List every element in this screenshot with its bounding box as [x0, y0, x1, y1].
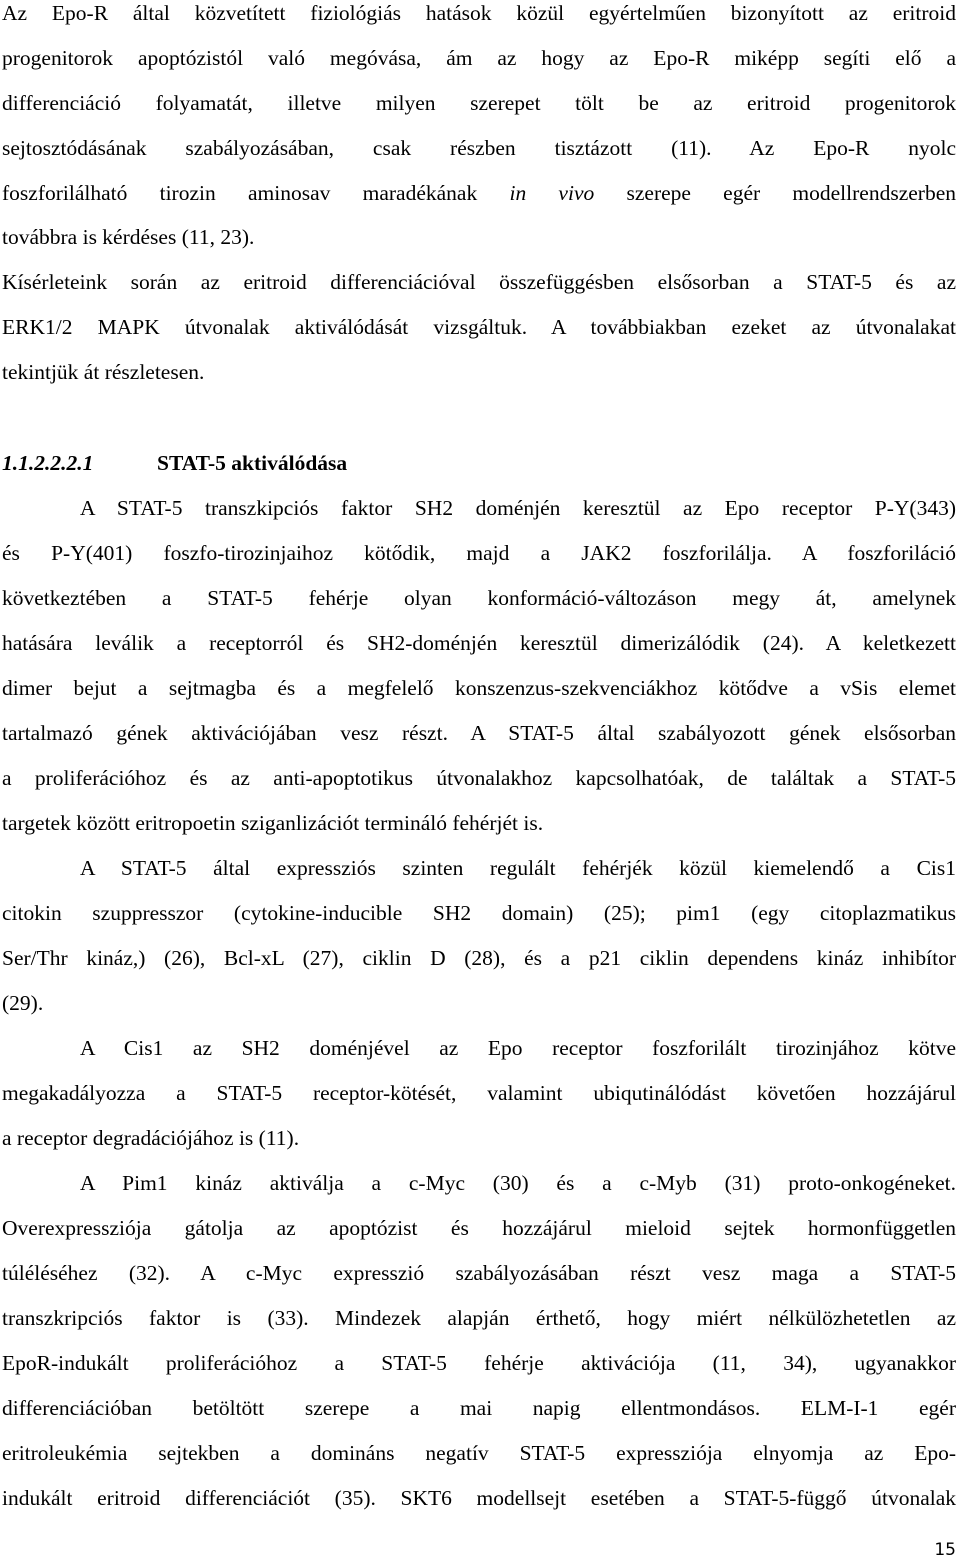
- paragraph-line: a receptor degradációjához is (11).: [2, 1126, 300, 1150]
- paragraph-line: Ser/Thr kináz,) (26), Bcl-xL (27), ciklin D (28), és a p21 ciklin dependens kináz inhibítor: [2, 946, 956, 970]
- paragraph-line: és P-Y(401) foszfo-tirozinjaihoz kötődik, majd a JAK2 foszforilálja. A foszforiláció: [2, 541, 956, 565]
- paragraph-line: túléléséhez (32). A c-Myc expresszió szabályozásában részt vesz maga a STAT-5: [2, 1261, 956, 1285]
- text-span: foszforilálható tirozin aminosav maradékának: [2, 181, 510, 205]
- section-number: 1.1.2.2.2.1: [2, 451, 94, 475]
- paragraph-line: Az Epo-R által közvetített fiziológiás hatások közül egyértelműen bizonyított az eritroid: [2, 1, 956, 25]
- paragraph-line: következtében a STAT-5 fehérje olyan konformáció-változáson megy át, amelynek: [2, 586, 956, 610]
- section-title: STAT-5 aktiválódása: [157, 451, 348, 475]
- paragraph-line: (29).: [2, 991, 44, 1015]
- paragraph-line: tekintjük át részletesen.: [2, 360, 205, 384]
- paragraph-line: differenciáció folyamatát, illetve milyen szerepet tölt be az eritroid progenitorok: [2, 91, 956, 115]
- paragraph-line: A STAT-5 által expressziós szinten regulált fehérjék közül kiemelendő a Cis1: [80, 856, 956, 880]
- paragraph-line: indukált eritroid differenciációt (35). SKT6 modellsejt esetében a STAT-5-függő útvonalak: [2, 1486, 956, 1510]
- italic-term: in vivo: [509, 181, 595, 205]
- paragraph-line: differenciációban betöltött szerepe a mai napig ellentmondásos. ELM-I-1 egér: [2, 1396, 956, 1420]
- page-number: 15: [934, 1540, 956, 1560]
- paragraph-line: A Pim1 kináz aktiválja a c-Myc (30) és a c-Myb (31) proto-onkogéneket.: [80, 1171, 956, 1195]
- paragraph-line: citokin szuppresszor (cytokine-inducible SH2 domain) (25); pim1 (egy citoplazmatikus: [2, 901, 956, 925]
- paragraph-line: sejtosztódásának szabályozásában, csak részben tisztázott (11). Az Epo-R nyolc: [2, 136, 956, 160]
- paragraph-line: A Cis1 az SH2 doménjével az Epo receptor foszforilált tirozinjához kötve: [80, 1036, 956, 1060]
- paragraph-line: Kísérleteink során az eritroid differenciációval összefüggésben elsősorban a STAT-5 és az: [2, 270, 956, 294]
- paragraph-line: hatására leválik a receptorról és SH2-doménjén keresztül dimerizálódik (24). A keletkezett: [2, 631, 956, 655]
- text-span: szerepe egér modellrendszerben: [594, 181, 956, 205]
- paragraph-line: targetek között eritropoetin sziganlizációt termináló fehérjét is.: [2, 811, 544, 835]
- paragraph-line: tartalmazó gének aktivációjában vesz részt. A STAT-5 által szabályozott gének elsősorban: [2, 721, 956, 745]
- paragraph-line: EpoR-indukált proliferációhoz a STAT-5 fehérje aktivációja (11, 34), ugyanakkor: [2, 1351, 956, 1375]
- paragraph-line: transzkripciós faktor is (33). Mindezek alapján érthető, hogy miért nélkülözhetetlen az: [2, 1306, 956, 1330]
- paragraph-line: eritroleukémia sejtekben a domináns negatív STAT-5 expressziója elnyomja az Epo-: [2, 1441, 956, 1465]
- paragraph-line: továbbra is kérdéses (11, 23).: [2, 225, 255, 249]
- paragraph-line: a proliferációhoz és az anti-apoptotikus útvonalakhoz kapcsolhatóak, de találtak a STAT-5: [2, 766, 956, 790]
- paragraph-line: Overexpressziója gátolja az apoptózist és hozzájárul mieloid sejtek hormonfüggetlen: [2, 1216, 956, 1240]
- paragraph-line: dimer bejut a sejtmagba és a megfelelő konszenzus-szekvenciákhoz kötődve a vSis elemet: [2, 676, 956, 700]
- paragraph-line: A STAT-5 transzkipciós faktor SH2 doménjén keresztül az Epo receptor P-Y(343): [80, 496, 956, 520]
- paragraph-line: megakadályozza a STAT-5 receptor-kötését, valamint ubiqutinálódást követően hozzájárul: [2, 1081, 956, 1105]
- paragraph-line: ERK1/2 MAPK útvonalak aktiválódását vizsgáltuk. A továbbiakban ezeket az útvonalakat: [2, 315, 956, 339]
- paragraph-line: [2, 180, 956, 206]
- paragraph-line: progenitorok apoptózistól való megóvása, ám az hogy az Epo-R miképp segíti elő a: [2, 46, 956, 70]
